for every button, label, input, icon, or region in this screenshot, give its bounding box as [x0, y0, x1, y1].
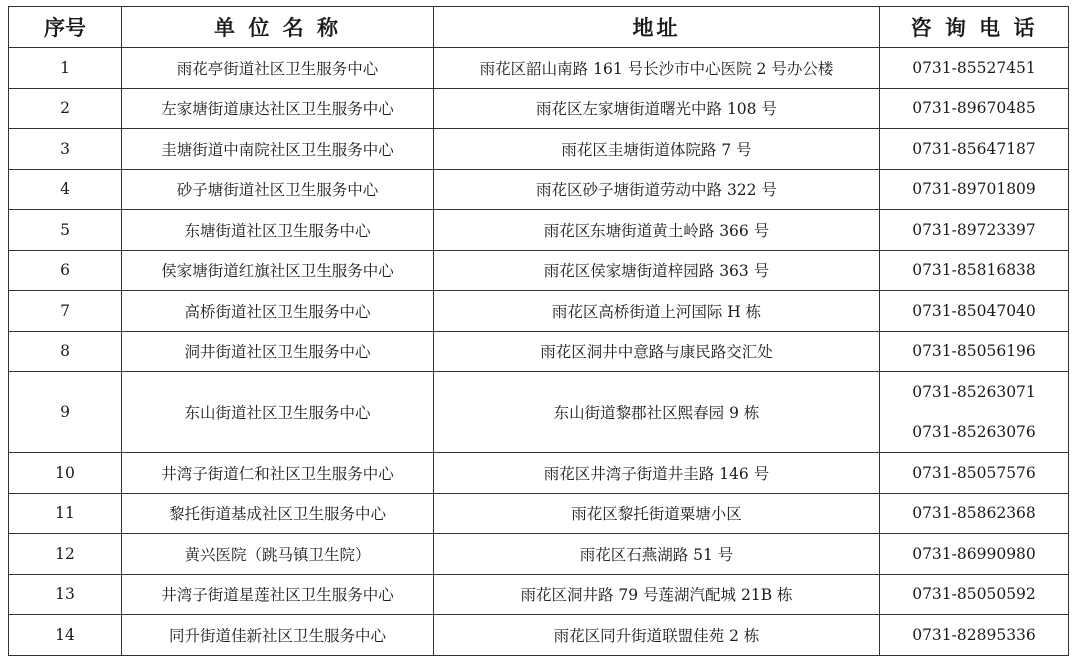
- table-row: [9, 453, 1069, 494]
- row-address: 雨花区同升街道联盟佳苑 2 栋: [434, 615, 880, 656]
- row-address: 雨花区黎托街道粟塘小区: [434, 493, 880, 534]
- phone-number: 0731-89701809: [912, 180, 1036, 199]
- row-name: 雨花亭街道社区卫生服务中心: [122, 48, 434, 89]
- phone-number: 0731-85056196: [912, 342, 1036, 361]
- row-seq: 13: [9, 574, 122, 615]
- phone-number: 0731-85047040: [912, 301, 1036, 320]
- row-address: 雨花区韶山南路 161 号长沙市中心医院 2 号办公楼: [434, 48, 880, 89]
- row-address: 雨花区东塘街道黄土岭路 366 号: [434, 210, 880, 251]
- row-seq: 8: [9, 331, 122, 372]
- row-phone: [880, 210, 1069, 251]
- row-seq: 7: [9, 291, 122, 332]
- table-row: [9, 331, 1069, 372]
- row-seq: 9: [9, 372, 122, 453]
- row-address: 雨花区洞井中意路与康民路交汇处: [434, 331, 880, 372]
- phone-number: 0731-85263071: [912, 383, 1036, 401]
- phone-number: 0731-85862368: [912, 504, 1036, 523]
- row-phone: [880, 615, 1069, 656]
- table-row: [9, 250, 1069, 291]
- phone-number: 0731-86990980: [912, 544, 1036, 563]
- row-address: 雨花区高桥街道上河国际 H 栋: [434, 291, 880, 332]
- table-row: [9, 48, 1069, 89]
- table-body: [9, 48, 1069, 656]
- row-seq: 14: [9, 615, 122, 656]
- table-row: [9, 534, 1069, 575]
- row-name: 东塘街道社区卫生服务中心: [122, 210, 434, 251]
- header-seq: 序号: [9, 7, 122, 48]
- row-address: 雨花区石燕湖路 51 号: [434, 534, 880, 575]
- row-name: 洞井街道社区卫生服务中心: [122, 331, 434, 372]
- row-address: 东山街道黎郡社区熙春园 9 栋: [434, 372, 880, 453]
- row-phone: [880, 48, 1069, 89]
- row-phone: [880, 250, 1069, 291]
- row-seq: 1: [9, 48, 122, 89]
- row-name: 左家塘街道康达社区卫生服务中心: [122, 88, 434, 129]
- row-address: 雨花区砂子塘街道劳动中路 322 号: [434, 169, 880, 210]
- row-phone: [880, 372, 1069, 453]
- row-seq: 10: [9, 453, 122, 494]
- row-phone: [880, 534, 1069, 575]
- table-row: [9, 574, 1069, 615]
- header-address: 地址: [434, 7, 880, 48]
- header-phone: 咨 询 电 话: [880, 7, 1069, 48]
- row-name: 高桥街道社区卫生服务中心: [122, 291, 434, 332]
- row-name: 黄兴医院（跳马镇卫生院）: [122, 534, 434, 575]
- phone-number: 0731-85816838: [912, 261, 1036, 280]
- row-name: 侯家塘街道红旗社区卫生服务中心: [122, 250, 434, 291]
- phone-number: 0731-85647187: [912, 139, 1036, 158]
- header-name: 单 位 名 称: [122, 7, 434, 48]
- phone-number: 0731-82895336: [912, 625, 1036, 644]
- row-seq: 4: [9, 169, 122, 210]
- row-name: 砂子塘街道社区卫生服务中心: [122, 169, 434, 210]
- row-phone: [880, 493, 1069, 534]
- table-row: [9, 88, 1069, 129]
- table-row: [9, 291, 1069, 332]
- phone-number: 0731-85050592: [912, 585, 1036, 604]
- phone-number: 0731-85057576: [912, 463, 1036, 482]
- row-phone: [880, 129, 1069, 170]
- row-phone: [880, 88, 1069, 129]
- table-row: [9, 210, 1069, 251]
- row-seq: 6: [9, 250, 122, 291]
- row-name: 同升街道佳新社区卫生服务中心: [122, 615, 434, 656]
- row-name: 黎托街道基成社区卫生服务中心: [122, 493, 434, 534]
- row-address: 雨花区洞井路 79 号莲湖汽配城 21B 栋: [434, 574, 880, 615]
- row-phone: [880, 169, 1069, 210]
- table-row: [9, 129, 1069, 170]
- row-phone: [880, 453, 1069, 494]
- row-seq: 11: [9, 493, 122, 534]
- health-center-table: [8, 6, 1069, 656]
- table-wrapper: [8, 6, 1069, 656]
- table-row: [9, 372, 1069, 453]
- phone-number: 0731-85263076: [912, 423, 1036, 441]
- row-name: 东山街道社区卫生服务中心: [122, 372, 434, 453]
- table-row: [9, 493, 1069, 534]
- row-name: 井湾子街道星莲社区卫生服务中心: [122, 574, 434, 615]
- row-seq: 12: [9, 534, 122, 575]
- row-seq: 5: [9, 210, 122, 251]
- row-phone: [880, 331, 1069, 372]
- row-name: 圭塘街道中南院社区卫生服务中心: [122, 129, 434, 170]
- phone-number: 0731-89723397: [912, 220, 1036, 239]
- row-address: 雨花区井湾子街道井圭路 146 号: [434, 453, 880, 494]
- phone-number: 0731-85527451: [912, 58, 1036, 77]
- row-phone: [880, 574, 1069, 615]
- row-address: 雨花区圭塘街道体院路 7 号: [434, 129, 880, 170]
- row-phone: [880, 291, 1069, 332]
- row-address: 雨花区左家塘街道曙光中路 108 号: [434, 88, 880, 129]
- table-row: [9, 615, 1069, 656]
- row-seq: 2: [9, 88, 122, 129]
- table-header-row: [9, 7, 1069, 48]
- row-seq: 3: [9, 129, 122, 170]
- table-row: [9, 169, 1069, 210]
- phone-number: 0731-89670485: [912, 99, 1036, 118]
- row-address: 雨花区侯家塘街道梓园路 363 号: [434, 250, 880, 291]
- row-name: 井湾子街道仁和社区卫生服务中心: [122, 453, 434, 494]
